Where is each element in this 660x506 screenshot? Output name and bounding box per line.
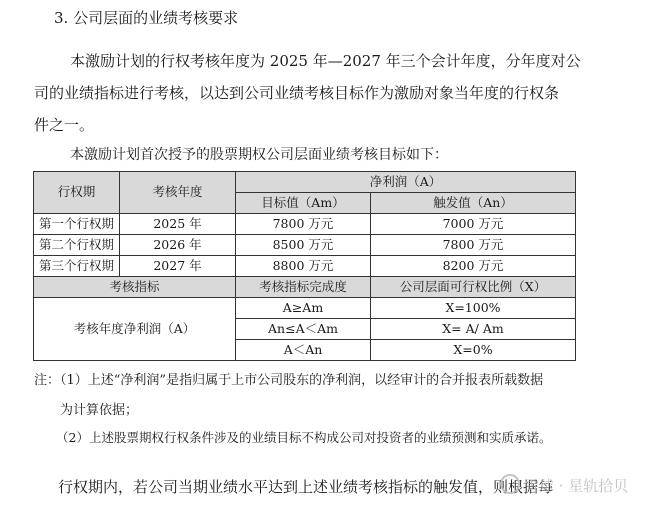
- row-period: 第二个行权期: [34, 235, 120, 256]
- completion-cell: An≤A＜Am: [236, 319, 371, 340]
- header-year: 考核年度: [120, 172, 236, 214]
- table-row: [34, 256, 576, 277]
- header-completion: 考核指标完成度: [236, 277, 371, 298]
- row-trigger: 8200 万元: [371, 256, 576, 277]
- row-target: 8800 万元: [236, 256, 371, 277]
- table-row: [34, 235, 576, 256]
- ratio-row: [34, 298, 576, 319]
- row-trigger: 7000 万元: [371, 214, 576, 235]
- ratio-cell: X=100%: [371, 298, 576, 319]
- row-period: 第三个行权期: [34, 256, 120, 277]
- header-ratio: 公司层面可行权比例（X）: [371, 277, 576, 298]
- header-trigger: 触发值（An）: [371, 193, 576, 214]
- completion-cell: A＜An: [236, 340, 371, 361]
- header-indicator: 考核指标: [34, 277, 236, 298]
- row-target: 7800 万元: [236, 214, 371, 235]
- row-trigger: 7800 万元: [371, 235, 576, 256]
- ratio-cell: X= A/ Am: [371, 319, 576, 340]
- watermark: [500, 474, 628, 496]
- completion-cell: A≥Am: [236, 298, 371, 319]
- table-row: [34, 214, 576, 235]
- section-heading: 3. 公司层面的业绩考核要求: [54, 9, 239, 27]
- table-intro: 本激励计划首次授予的股票期权公司层面业绩考核目标如下：: [70, 147, 448, 163]
- final-paragraph-line: 行权期内，若公司当期业绩水平达到上述业绩考核指标的触发值，则根据每: [58, 478, 554, 496]
- snowball-logo-icon: [500, 474, 520, 494]
- header-net-profit: 净利润（A）: [236, 172, 576, 193]
- ratio-header-row: [34, 277, 576, 298]
- paragraph-line-2: 司的业绩指标进行考核，以达到公司业绩考核目标作为激励对象当年度的行权条: [34, 84, 560, 102]
- row-period: 第一个行权期: [34, 214, 120, 235]
- ratio-cell: X=0%: [371, 340, 576, 361]
- watermark-text: 雪球 · 星轨拾贝: [524, 477, 629, 495]
- note-1-line-2: 为计算依据；: [60, 403, 139, 418]
- note-2: （2）上述股票期权行权条件涉及的业绩目标不构成公司对投资者的业绩预测和实质承诺。: [56, 430, 552, 445]
- row-year: 2027 年: [120, 256, 236, 277]
- note-1-line-1: 注：（1）上述“净利润”是指归属于上市公司股东的净利润，以经审计的合并报表所载数据: [34, 373, 544, 388]
- row-year: 2026 年: [120, 235, 236, 256]
- header-target: 目标值（Am）: [236, 193, 371, 214]
- table-header-row: [34, 172, 576, 193]
- indicator-label: 考核年度净利润（A）: [34, 298, 236, 361]
- performance-table: [33, 171, 576, 361]
- paragraph-line-3: 件之一。: [34, 116, 95, 134]
- paragraph-line-1: 本激励计划的行权考核年度为 2025 年—2027 年三个会计年度，分年度对公: [70, 52, 581, 70]
- row-year: 2025 年: [120, 214, 236, 235]
- header-period: 行权期: [34, 172, 120, 214]
- row-target: 8500 万元: [236, 235, 371, 256]
